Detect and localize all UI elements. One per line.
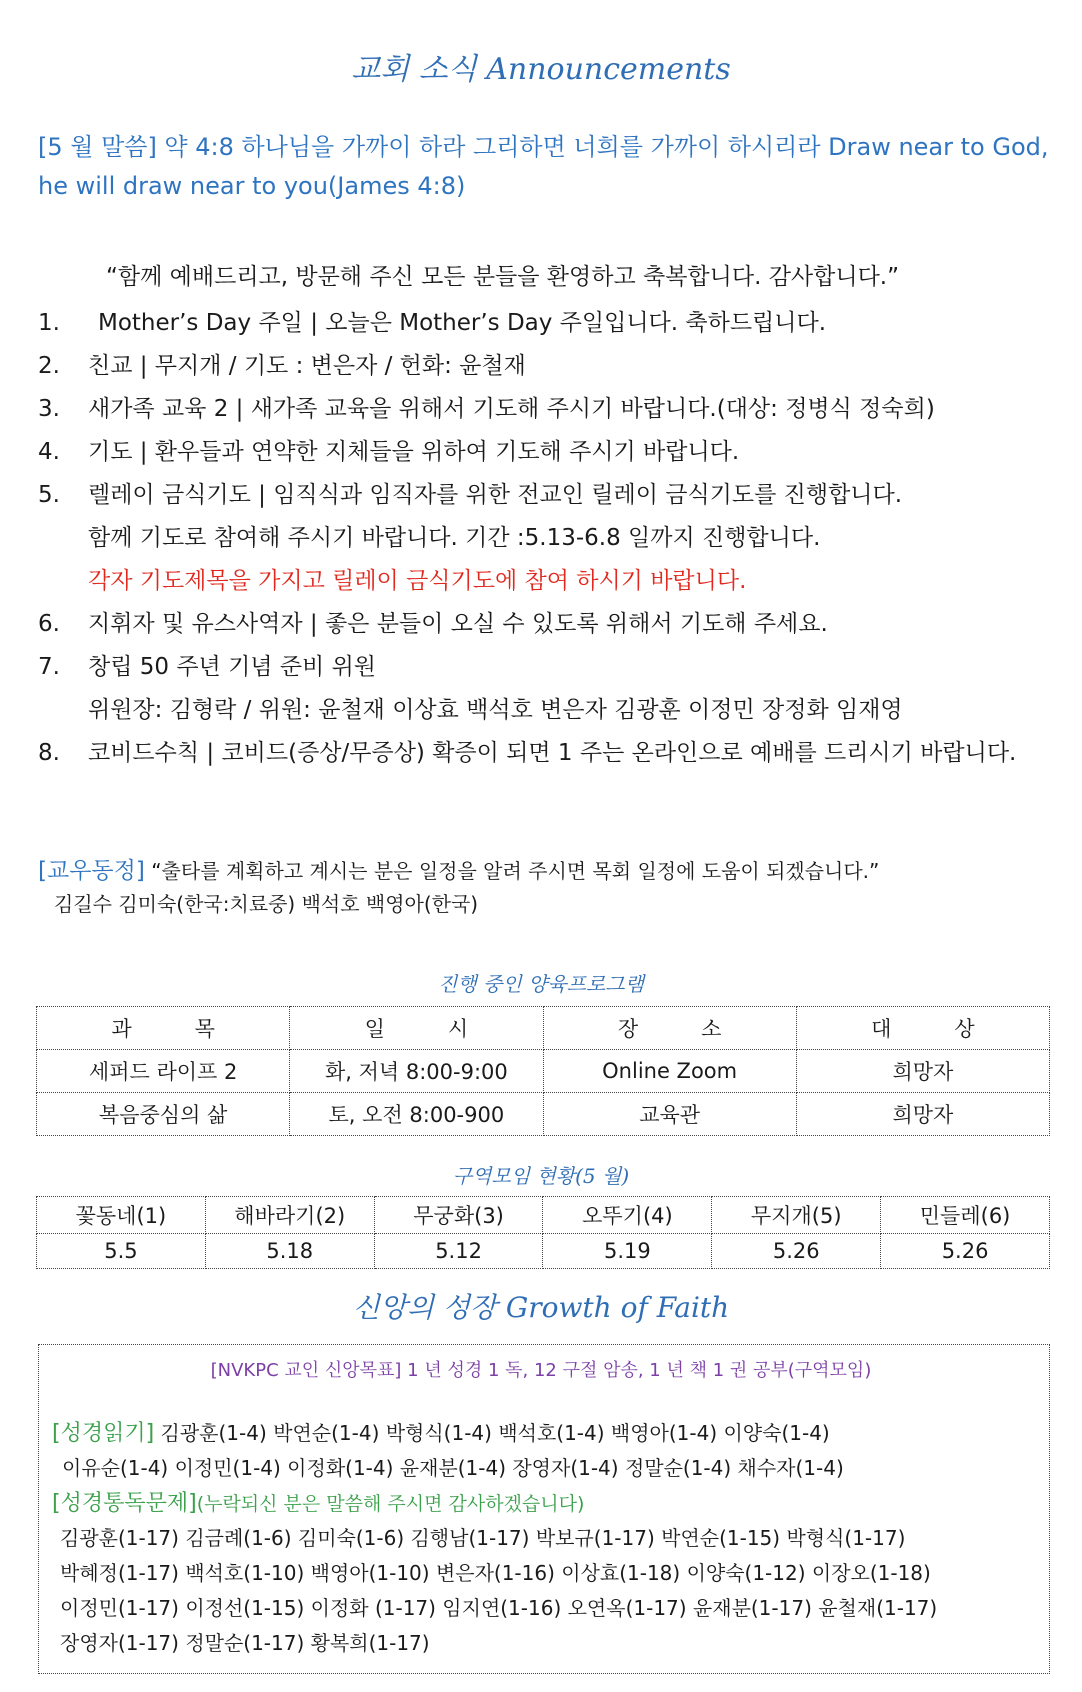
column-header: 과 목 bbox=[37, 1007, 290, 1050]
announcement-item bbox=[38, 433, 739, 466]
member-news-label: [교우동정] bbox=[38, 858, 145, 884]
column-header: 민들레(6) bbox=[881, 1197, 1050, 1234]
announcements-title: 교회 소식 Announcements bbox=[351, 52, 731, 87]
table-cell: 희망자 bbox=[796, 1093, 1049, 1136]
table-cell: 5.26 bbox=[881, 1234, 1050, 1269]
column-header: 무궁화(3) bbox=[374, 1197, 543, 1234]
reading-line bbox=[52, 1416, 830, 1447]
district-title: 구역모임 현황(5 월) bbox=[452, 1164, 630, 1188]
faith-goal: [NVKPC 교인 신앙목표] 1 년 성경 1 독, 12 구절 암송, 1 년 책 1 권 공부(구역모임) bbox=[210, 1360, 872, 1381]
table-cell: 화, 저녁 8:00-9:00 bbox=[290, 1050, 543, 1093]
table-cell: 5.19 bbox=[543, 1234, 712, 1269]
quiz-header bbox=[52, 1486, 584, 1517]
announcement-item bbox=[38, 605, 828, 638]
table-row bbox=[37, 1093, 1050, 1136]
item-number: 6. bbox=[38, 611, 60, 637]
item-text: Mother’s Day 주일 | 오늘은 Mother’s Day 주일입니다. 축하드립니다. bbox=[98, 310, 827, 336]
quiz-names: 장영자(1-17) 정말순(1-17) 황복희(1-17) bbox=[60, 1631, 430, 1655]
item-text: 렐레이 금식기도 | 임직식과 임직자를 위한 전교인 릴레이 금식기도를 진행합니다. bbox=[88, 482, 903, 508]
table-cell: 복음중심의 삶 bbox=[37, 1093, 290, 1136]
announcement-item bbox=[38, 304, 826, 337]
announcement-item bbox=[38, 648, 376, 681]
item-number: 8. bbox=[38, 740, 60, 766]
welcome-message: “함께 예배드리고, 방문해 주신 모든 분들을 환영하고 축복합니다. 감사합니다.” bbox=[106, 264, 900, 290]
monthly-verse: [5 월 말씀] 약 4:8 하나님을 가까이 하라 그리하면 너희를 가까이 하시리라 Draw near to God, he will draw near to you(James 4:8) bbox=[38, 133, 1049, 200]
table-cell: 교육관 bbox=[543, 1093, 796, 1136]
item-text: 새가족 교육 2 | 새가족 교육을 위해서 기도해 주시기 바랍니다.(대상: 정병식 정숙희) bbox=[88, 396, 935, 422]
district-table bbox=[36, 1196, 1050, 1269]
table-cell: 5.18 bbox=[205, 1234, 374, 1269]
member-news bbox=[38, 852, 879, 885]
item-number: 7. bbox=[38, 654, 60, 680]
table-row bbox=[37, 1050, 1050, 1093]
table-cell: 토, 오전 8:00-900 bbox=[290, 1093, 543, 1136]
announcement-item bbox=[38, 734, 1016, 767]
item-number: 2. bbox=[38, 353, 60, 379]
item-text: 지휘자 및 유스사역자 | 좋은 분들이 오실 수 있도록 위해서 기도해 주세요. bbox=[88, 611, 828, 637]
announcement-item bbox=[38, 390, 935, 423]
item-number: 3. bbox=[38, 396, 60, 422]
table-cell: Online Zoom bbox=[543, 1050, 796, 1093]
column-header: 일 시 bbox=[290, 1007, 543, 1050]
faith-title: 신앙의 성장 Growth of Faith bbox=[352, 1291, 730, 1324]
table-row bbox=[37, 1234, 1050, 1269]
item-text: 코비드수칙 | 코비드(증상/무증상) 확증이 되면 1 주는 온라인으로 예배를 드리시기 바랍니다. bbox=[88, 740, 1017, 766]
quiz-names: 이정민(1-17) 이정선(1-15) 이정화 (1-17) 임지연(1-16) 오연옥(1-17) 윤재분(1-17) 윤철재(1-17) bbox=[60, 1596, 938, 1620]
item-number: 1. bbox=[38, 310, 60, 336]
program-table bbox=[36, 1006, 1050, 1136]
table-cell: 희망자 bbox=[796, 1050, 1049, 1093]
reading-names: 김광훈(1-4) 박연순(1-4) 박형식(1-4) 백석호(1-4) 백영아(1-4) 이양숙(1-4) bbox=[160, 1421, 830, 1445]
column-header: 대 상 bbox=[796, 1007, 1049, 1050]
reading-label: [성경읽기] bbox=[52, 1421, 155, 1446]
table-cell: 5.5 bbox=[37, 1234, 206, 1269]
member-news-text: “출타를 계획하고 계시는 분은 일정을 알려 주시면 목회 일정에 도움이 되겠습니다.” bbox=[151, 859, 880, 883]
table-cell: 세퍼드 라이프 2 bbox=[37, 1050, 290, 1093]
item-continuation: 함께 기도로 참여해 주시기 바랍니다. 기간 :5.13-6.8 일까지 진행합니다. bbox=[88, 525, 821, 551]
table-cell: 5.12 bbox=[374, 1234, 543, 1269]
column-header: 꽃동네(1) bbox=[37, 1197, 206, 1234]
column-header: 무지개(5) bbox=[712, 1197, 881, 1234]
item-continuation: 위원장: 김형락 / 위원: 윤철재 이상효 백석호 변은자 김광훈 이정민 장정화 임재영 bbox=[88, 697, 903, 723]
column-header: 해바라기(2) bbox=[205, 1197, 374, 1234]
column-header: 장 소 bbox=[543, 1007, 796, 1050]
announcement-item bbox=[38, 476, 902, 509]
column-header: 오뚜기(4) bbox=[543, 1197, 712, 1234]
item-text: 창립 50 주년 기념 준비 위원 bbox=[88, 654, 377, 680]
quiz-note: (누락되신 분은 말씀해 주시면 감사하겠습니다) bbox=[196, 1493, 585, 1515]
item-text: 기도 | 환우들과 연약한 지체들을 위하여 기도해 주시기 바랍니다. bbox=[88, 439, 740, 465]
item-number: 5. bbox=[38, 482, 60, 508]
quiz-label: [성경통독문제] bbox=[52, 1491, 197, 1516]
item-number: 4. bbox=[38, 439, 60, 465]
reading-names-cont: 이유순(1-4) 이정민(1-4) 이정화(1-4) 윤재분(1-4) 장영자(1-4) 정말순(1-4) 채수자(1-4) bbox=[62, 1456, 844, 1480]
quiz-names: 김광훈(1-17) 김금례(1-6) 김미숙(1-6) 김행남(1-17) 박보규(1-17) 박연순(1-15) 박형식(1-17) bbox=[60, 1526, 906, 1550]
announcement-item bbox=[38, 347, 526, 380]
table-header-row bbox=[37, 1007, 1050, 1050]
item-text: 친교 | 무지개 / 기도 : 변은자 / 헌화: 윤철재 bbox=[88, 353, 526, 379]
item-highlight: 각자 기도제목을 가지고 릴레이 금식기도에 참여 하시기 바랍니다. bbox=[88, 568, 747, 594]
member-news-names: 김길수 김미숙(한국:치료중) 백석호 백영아(한국) bbox=[54, 892, 479, 916]
table-cell: 5.26 bbox=[712, 1234, 881, 1269]
table-header-row bbox=[37, 1197, 1050, 1234]
program-title: 진행 중인 양육프로그램 bbox=[438, 972, 644, 996]
quiz-names: 박혜정(1-17) 백석호(1-10) 백영아(1-10) 변은자(1-16) 이상효(1-18) 이양숙(1-12) 이장오(1-18) bbox=[60, 1561, 931, 1585]
